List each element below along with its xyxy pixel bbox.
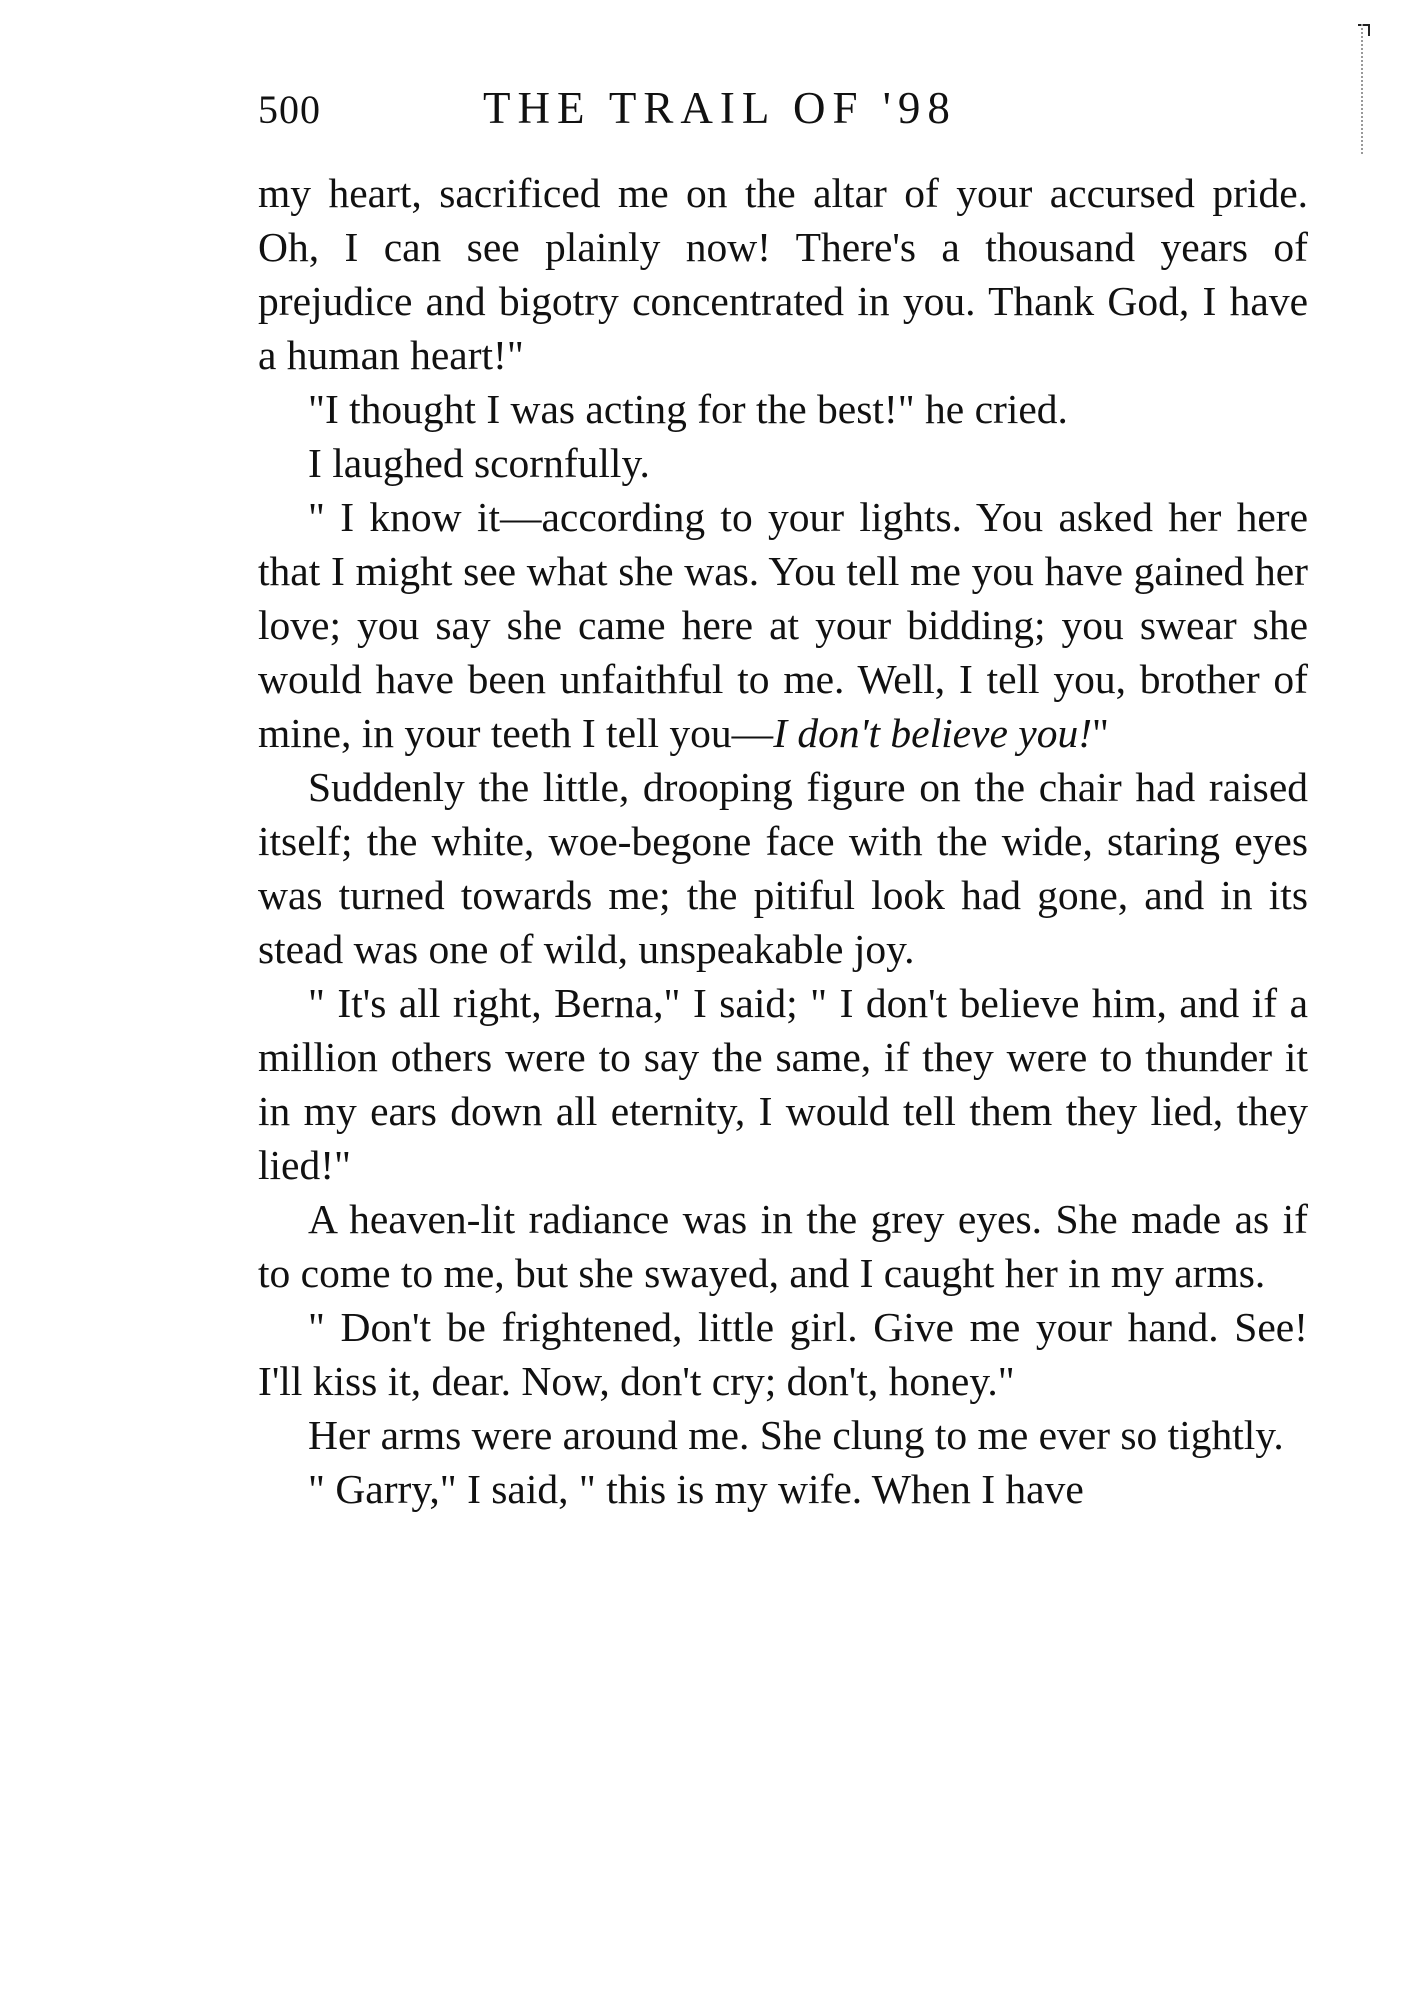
paragraph-text: " It's all right, Berna," I said; " I don't believe him, and if a million others were to say the same, if they were to thunder it in my ears down all eternity, I would tell them they lied, they lied!"	[258, 980, 1308, 1188]
paragraph	[258, 436, 1308, 490]
paragraph	[258, 976, 1308, 1192]
page-number: 500	[258, 87, 321, 132]
paragraph	[258, 760, 1308, 976]
paragraph	[258, 1300, 1308, 1408]
paragraph-text: I laughed scornfully.	[308, 440, 650, 486]
paragraph-text: " I know it—according to your lights. You asked her here that I might see what she was. You tell me you have gained her love; you say she came here at your bidding; you swear she would have been unfaithful to me. Well, I tell you, brother of mine, in your teeth I tell you—	[258, 494, 1308, 756]
body-text	[258, 166, 1308, 1516]
paragraph-text: " Don't be frightened, little girl. Give me your hand. See! I'll kiss it, dear. Now, don't cry; don't, honey."	[258, 1304, 1308, 1404]
paragraph-text: A heaven-lit radiance was in the grey eyes. She made as if to come to me, but she swayed, and I caught her in my arms.	[258, 1196, 1308, 1296]
paragraph	[258, 1408, 1308, 1462]
paragraph-text: my heart, sacrificed me on the altar of your accursed pride. Oh, I can see plainly now! There's a thousand years of prejudice and bigotry concentrated in you. Thank God, I have a human heart!"	[258, 170, 1308, 378]
italic-text: I don't believe you!	[773, 710, 1093, 756]
paragraph	[258, 490, 1308, 760]
paragraph-text: "	[1092, 710, 1109, 756]
paragraph-text: "I thought I was acting for the best!" he cried.	[308, 386, 1068, 432]
running-title: THE TRAIL OF '98	[483, 83, 957, 133]
paragraph	[258, 382, 1308, 436]
margin-dotted-rule	[1361, 24, 1366, 154]
page-header	[258, 82, 1308, 142]
paragraph	[258, 166, 1308, 382]
paragraph	[258, 1192, 1308, 1300]
paragraph-text: Her arms were around me. She clung to me ever so tightly.	[308, 1412, 1284, 1458]
paragraph-text: Suddenly the little, drooping figure on the chair had raised itself; the white, woe-begone face with the wide, staring eyes was turned towards me; the pitiful look had gone, and in its stead was one of wild, unspeakable joy.	[258, 764, 1308, 972]
paragraph-text: " Garry," I said, " this is my wife. When I have	[308, 1466, 1084, 1512]
paragraph	[258, 1462, 1308, 1516]
